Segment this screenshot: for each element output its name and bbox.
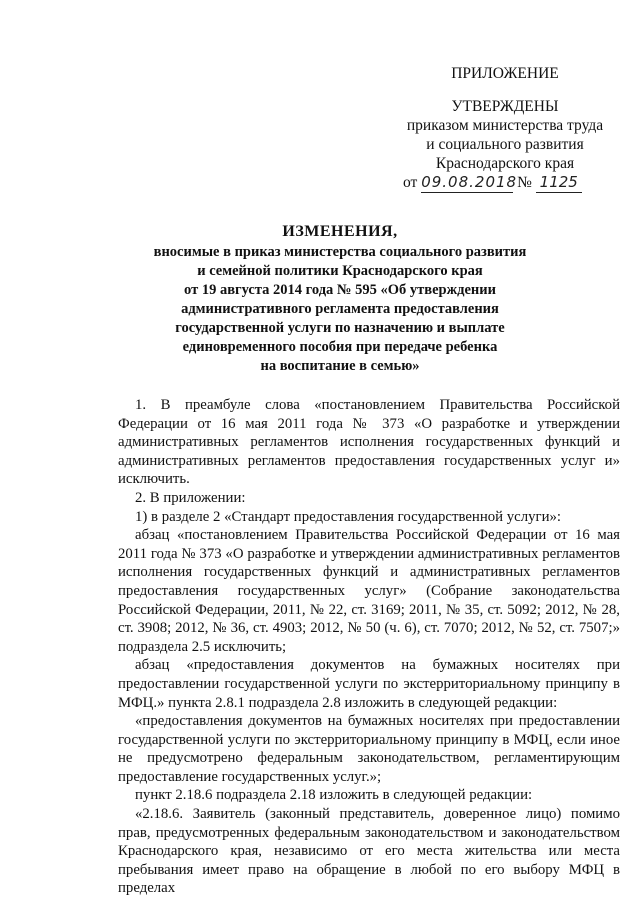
heading-line: и семейной политики Краснодарского края <box>197 263 483 279</box>
heading-line: единовременного пособия при передаче ребенка <box>182 339 498 355</box>
heading-title: ИЗМЕНЕНИЯ, <box>282 223 398 240</box>
paragraph: абзац «постановлением Правительства Российской Федерации от 16 мая 2011 года № 373 «О разработке и утверждении административных регламентов исполнения государственных функций и административных регламентов предоставления государственных услуг» (Собрание законодательства Российской Федерации, 2011, № 22, ст. 3169; 2011, № 35, ст. 5092; 2012, № 28, ст. 3908; 2012, № 36, ст. 4903; 2012, № 50 (ч. 6), ст. 7070; 2012, № 52, ст. 7507;» подраздела 2.5 исключить; <box>118 527 620 655</box>
order-date-line <box>395 173 615 193</box>
paragraph: «2.18.6. Заявитель (законный представитель, доверенное лицо) помимо прав, предусмотренных федеральным законодательством и законодательством Краснодарского края, независимо от его места жительства или места пребывания имеет право на обращение в любой по его выбору МФЦ в пределах <box>118 806 620 897</box>
paragraph: 2. В приложении: <box>135 489 246 506</box>
heading-line: от 19 августа 2014 года № 595 «Об утверждении <box>184 282 496 298</box>
document-body <box>118 396 620 898</box>
paragraph: абзац «предоставления документов на бумажных носителях при предоставлении государственной услуги по экстерриториальному принципу в МФЦ.» пункта 2.8.1 подраздела 2.8 изложить в следующей редакции: <box>118 657 620 711</box>
heading-line: на воспитание в семью» <box>260 358 420 374</box>
heading-line: административного регламента предоставления <box>181 301 499 317</box>
approved-label: УТВЕРЖДЕНЫ <box>451 98 559 115</box>
order-line-1: приказом министерства труда <box>406 117 604 134</box>
handwritten-date: 09.08.2018 <box>421 173 518 191</box>
paragraph: «предоставления документов на бумажных носителях при предоставлении государственной услуги по экстерриториальному принципу в МФЦ, если иное не предусмотрено федеральным законодательством, регламентирующим предоставление государственных услуг.»; <box>118 713 620 785</box>
date-prefix: от <box>403 174 418 191</box>
order-line-3: Краснодарского края <box>435 155 575 172</box>
document-heading <box>120 222 560 376</box>
approval-block <box>395 64 615 193</box>
paragraph: пункт 2.18.6 подраздела 2.18 изложить в следующей редакции: <box>135 787 533 804</box>
paragraph: 1) в разделе 2 «Стандарт предоставления государственной услуги»: <box>135 508 562 525</box>
heading-line: вносимые в приказ министерства социального развития <box>153 244 527 260</box>
appendix-title: ПРИЛОЖЕНИЕ <box>451 65 559 82</box>
handwritten-number: 1125 <box>536 173 582 193</box>
heading-line: государственной услуги по назначению и выплате <box>175 320 505 336</box>
order-line-2: и социального развития <box>426 136 584 153</box>
number-sign: № <box>517 174 532 191</box>
paragraph: 1. В преамбуле слова «постановлением Правительства Российской Федерации от 16 мая 2011 года № 373 «О разработке и утверждении административных регламентов исполнения государственных функций и административных регламентов предоставления государственных услуг и» исключить. <box>118 397 620 488</box>
